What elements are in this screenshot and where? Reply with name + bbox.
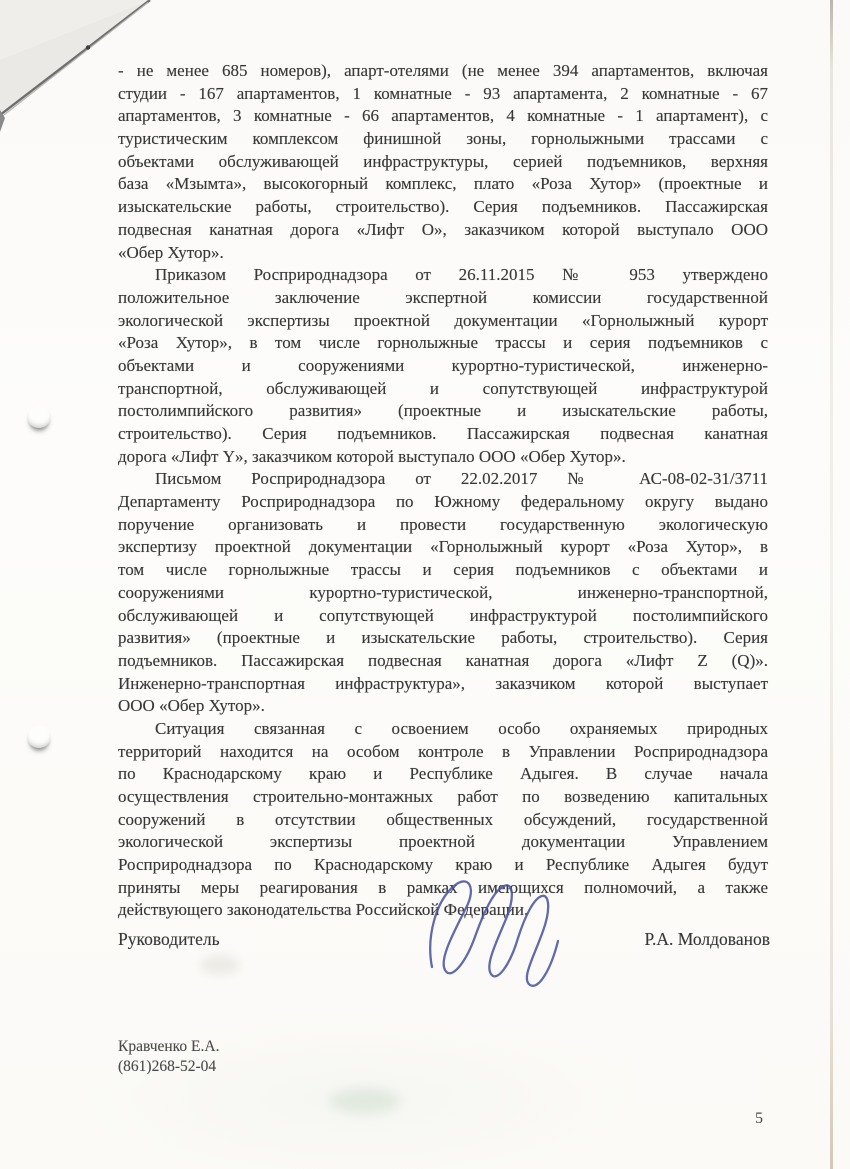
paragraph-1 bbox=[118, 60, 768, 264]
scan-smudge bbox=[330, 1088, 400, 1114]
text-line: действующего законодательства Российской Федерации. bbox=[118, 900, 529, 920]
paragraph-3 bbox=[118, 468, 768, 718]
text-line: осуществления строительно-монтажных работ по возведению капитальных bbox=[118, 787, 768, 806]
page-number: 5 bbox=[755, 1110, 763, 1127]
text-line: Письмом Росприроднадзора от 22.02.2017 № АС-08-02-31/3711 bbox=[155, 469, 768, 489]
signatory-name: Р.А. Молдованов bbox=[644, 929, 770, 949]
text-line: Росприроднадзора по Краснодарскому краю и Республике Адыгея будут bbox=[118, 855, 768, 875]
document-body bbox=[118, 60, 768, 922]
text-line: постолимпийского развития» (проектные и изыскательские работы, bbox=[118, 401, 768, 421]
text-line: сооружениями курортно-туристической, инженерно-транспортной, bbox=[118, 582, 768, 602]
text-line: том числе горнолыжные трассы и серия подъемников с объектами и bbox=[118, 560, 768, 580]
text-line: Департаменту Росприроднадзора по Южному федеральному округу выдано bbox=[118, 492, 768, 512]
executor-name: Кравченко Е.А. bbox=[118, 1038, 220, 1055]
text-line: обслуживающей и сопутствующей инфраструктурой постолимпийского bbox=[118, 605, 768, 625]
text-line: туристическим комплексом финишной зоны, горнолыжными трассами с bbox=[118, 129, 768, 149]
text-line: Приказом Росприроднадзора от 26.11.2015 № 953 утверждено bbox=[155, 265, 768, 285]
text-line: изыскательские работы, строительство). Серия подъемников. Пассажирская bbox=[118, 197, 768, 217]
text-line: строительство). Серия подъемников. Пассажирская подвесная канатная bbox=[118, 424, 768, 443]
paragraph-2 bbox=[118, 264, 768, 468]
text-line: - не менее 685 номеров), апарт-отелями (не менее 394 апартаментов, включая bbox=[118, 61, 768, 80]
text-line: сооружений в отсутствии общественных обсуждений, государственной bbox=[118, 809, 768, 829]
hole-punch-mark bbox=[27, 406, 51, 428]
text-line: экологической экспертизы проектной документации Управлением bbox=[118, 832, 768, 852]
text-line: по Краснодарскому краю и Республике Адыгея. В случае начала bbox=[118, 764, 768, 784]
executor-phone: (861)268-52-04 bbox=[118, 1058, 217, 1075]
text-line: Ситуация связанная с освоением особо охраняемых природных bbox=[155, 718, 768, 738]
text-line: Инженерно-транспортная инфраструктура», заказчиком которой выступает bbox=[118, 673, 768, 693]
text-line: поручение организовать и провести государственную экологическую bbox=[118, 514, 768, 534]
text-line: подвесная канатная дорога «Лифт О», заказчиком которой выступало ООО bbox=[118, 219, 768, 239]
signatory-title: Руководитель bbox=[118, 929, 220, 949]
text-line: ООО «Обер Хутор». bbox=[118, 696, 265, 716]
text-line: экологической экспертизы проектной документации «Горнолыжный курорт bbox=[118, 310, 768, 330]
text-line: развития» (проектные и изыскательские работы, строительство). Серия bbox=[118, 628, 768, 648]
scan-smudge bbox=[200, 955, 240, 975]
executor-block bbox=[118, 1037, 219, 1077]
scan-edge-line bbox=[830, 0, 833, 1169]
text-line: студии - 167 апартаментов, 1 комнатные - 93 апартамента, 2 комнатные - 67 bbox=[118, 83, 768, 103]
hole-punch-mark bbox=[27, 726, 51, 748]
text-line: «Обер Хутор». bbox=[118, 242, 224, 262]
text-line: объектами и сооружениями курортно-туристической, инженерно- bbox=[118, 355, 768, 375]
text-line: транспортной, обслуживающей и сопутствующей инфраструктурой bbox=[118, 378, 768, 398]
signature-row bbox=[118, 929, 770, 950]
text-line: «Роза Хутор», в том числе горнолыжные трассы и серия подъемников с bbox=[118, 333, 768, 353]
text-line: апартаментов, 3 комнатные - 66 апартаментов, 4 комнатные - 1 апартамент), с bbox=[118, 106, 768, 126]
text-line: подъемников. Пассажирская подвесная канатная дорога «Лифт Z (Q)». bbox=[118, 650, 768, 670]
text-line: дорога «Лифт Y», заказчиком которой выступало ООО «Обер Хутор». bbox=[118, 446, 626, 466]
text-line: объектами обслуживающей инфраструктуры, серией подъемников, верхняя bbox=[118, 151, 768, 171]
text-line: положительное заключение экспертной комиссии государственной bbox=[118, 287, 768, 307]
text-line: территорий находится на особом контроле в Управлении Росприроднадзора bbox=[118, 741, 768, 761]
text-line: экспертизу проектной документации «Горнолыжный курорт «Роза Хутор», в bbox=[118, 537, 768, 557]
text-line: база «Мзымта», высокогорный комплекс, плато «Роза Хутор» (проектные и bbox=[118, 174, 768, 194]
text-line: приняты меры реагирования в рамках имеющихся полномочий, а также bbox=[118, 877, 768, 897]
